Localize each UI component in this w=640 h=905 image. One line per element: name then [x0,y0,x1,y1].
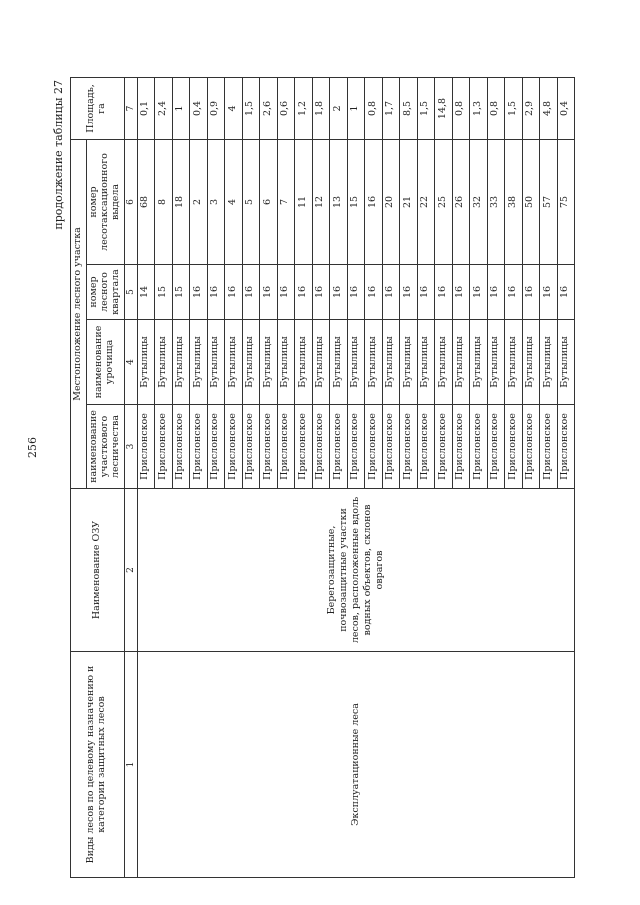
area-cell: 1,7 [382,77,400,139]
allotment-cell: 15 [347,139,365,264]
tract-cell: Бутылицы [557,320,575,405]
allotment-cell: 22 [417,139,435,264]
quarter-cell: 16 [557,265,575,320]
forestry-unit-cell: Прислонское [207,405,225,489]
area-cell: 14,8 [435,77,453,139]
area-cell: 2,9 [522,77,540,139]
allotment-cell: 13 [330,139,348,264]
tract-cell: Бутылицы [190,320,208,405]
allotment-cell: 25 [435,139,453,264]
area-cell: 0,8 [487,77,505,139]
column-number-row [124,77,137,877]
forestry-unit-cell: Прислонское [190,405,208,489]
quarter-cell: 16 [260,265,278,320]
ozu-name-cell: Берегозащитные, почвозащитные участки лесов, расположенные вдоль водных объектов, склонов оврагов [137,489,575,652]
area-cell: 0,1 [137,77,155,139]
column-number: 2 [124,489,137,652]
quarter-cell: 16 [277,265,295,320]
allotment-cell: 32 [470,139,488,264]
forestry-unit-cell: Прислонское [505,405,523,489]
tract-cell: Бутылицы [400,320,418,405]
forestry-unit-cell: Прислонское [260,405,278,489]
forestry-unit-cell: Прислонское [330,405,348,489]
forestry-unit-cell: Прислонское [137,405,155,489]
allotment-cell: 4 [225,139,243,264]
allotment-cell: 50 [522,139,540,264]
tract-cell: Бутылицы [347,320,365,405]
header-location-group: Местоположение лесного участка [71,139,87,488]
forestry-unit-cell: Прислонское [540,405,558,489]
area-cell: 8,5 [400,77,418,139]
tract-cell: Бутылицы [260,320,278,405]
allotment-cell: 33 [487,139,505,264]
quarter-cell: 16 [487,265,505,320]
forestry-unit-cell: Прислонское [295,405,313,489]
area-cell: 2,6 [260,77,278,139]
tract-cell: Бутылицы [452,320,470,405]
page-number: 256 [26,437,39,458]
area-cell: 0,9 [207,77,225,139]
tract-cell: Бутылицы [155,320,173,405]
area-cell: 1 [172,77,190,139]
forestry-unit-cell: Прислонское [400,405,418,489]
header-tract: наименование урочища [86,320,124,405]
allotment-cell: 8 [155,139,173,264]
allotment-cell: 26 [452,139,470,264]
allotment-cell: 57 [540,139,558,264]
forestry-unit-cell: Прислонское [557,405,575,489]
allotment-cell: 68 [137,139,155,264]
forest-type-cell: Эксплуатационные леса [137,652,575,878]
quarter-cell: 16 [295,265,313,320]
tract-cell: Бутылицы [505,320,523,405]
quarter-cell: 16 [312,265,330,320]
area-cell: 0,6 [277,77,295,139]
quarter-cell: 16 [522,265,540,320]
tract-cell: Бутылицы [487,320,505,405]
forestry-unit-cell: Прислонское [347,405,365,489]
quarter-cell: 16 [382,265,400,320]
header-forest-types: Виды лесов по целевому назначению и категории защитных лесов [71,652,125,878]
allotment-cell: 5 [242,139,260,264]
quarter-cell: 16 [400,265,418,320]
tract-cell: Бутылицы [435,320,453,405]
tract-cell: Бутылицы [365,320,383,405]
allotment-cell: 38 [505,139,523,264]
header-ozu-name: Наименование ОЗУ [71,489,125,652]
forestry-unit-cell: Прислонское [452,405,470,489]
tract-cell: Бутылицы [540,320,558,405]
header-forestry-unit: наименование участкового лесничества [86,405,124,489]
tract-cell: Бутылицы [382,320,400,405]
column-number: 4 [124,320,137,405]
tract-cell: Бутылицы [242,320,260,405]
forestry-unit-cell: Прислонское [435,405,453,489]
area-cell: 1,3 [470,77,488,139]
quarter-cell: 16 [540,265,558,320]
forestry-unit-cell: Прислонское [155,405,173,489]
area-cell: 0,4 [190,77,208,139]
quarter-cell: 16 [207,265,225,320]
tract-cell: Бутылицы [312,320,330,405]
forestry-unit-cell: Прислонское [277,405,295,489]
area-cell: 4 [225,77,243,139]
area-cell: 0,4 [557,77,575,139]
rotated-page [52,78,578,878]
forestry-unit-cell: Прислонское [225,405,243,489]
quarter-cell: 16 [225,265,243,320]
forestry-unit-cell: Прислонское [522,405,540,489]
forestry-unit-cell: Прислонское [365,405,383,489]
tract-cell: Бутылицы [137,320,155,405]
quarter-cell: 16 [365,265,383,320]
forestry-unit-cell: Прислонское [172,405,190,489]
allotment-cell: 75 [557,139,575,264]
allotment-cell: 21 [400,139,418,264]
header-row-top [71,77,87,877]
tract-cell: Бутылицы [330,320,348,405]
allotment-cell: 6 [260,139,278,264]
column-number: 1 [124,652,137,878]
tract-cell: Бутылицы [277,320,295,405]
allotment-cell: 2 [190,139,208,264]
allotment-cell: 18 [172,139,190,264]
area-cell: 1,5 [242,77,260,139]
header-allotment: номер лесотаксационного выдела [86,139,124,264]
forest-table [70,77,575,878]
forestry-unit-cell: Прислонское [417,405,435,489]
quarter-cell: 16 [435,265,453,320]
table-continued-label: продолжение таблицы 27 [52,80,65,230]
forestry-unit-cell: Прислонское [312,405,330,489]
column-number: 5 [124,265,137,320]
area-cell: 1,2 [295,77,313,139]
allotment-cell: 11 [295,139,313,264]
column-number: 6 [124,139,137,264]
area-cell: 2 [330,77,348,139]
area-cell: 1,5 [417,77,435,139]
quarter-cell: 16 [242,265,260,320]
area-cell: 4,8 [540,77,558,139]
allotment-cell: 16 [365,139,383,264]
quarter-cell: 16 [417,265,435,320]
tract-cell: Бутылицы [207,320,225,405]
tract-cell: Бутылицы [417,320,435,405]
quarter-cell: 16 [347,265,365,320]
allotment-cell: 7 [277,139,295,264]
quarter-cell: 15 [155,265,173,320]
tract-cell: Бутылицы [225,320,243,405]
forestry-unit-cell: Прислонское [382,405,400,489]
column-number: 7 [124,77,137,139]
quarter-cell: 14 [137,265,155,320]
table-body [137,77,575,877]
quarter-cell: 16 [470,265,488,320]
area-cell: 1,8 [312,77,330,139]
area-cell: 1 [347,77,365,139]
quarter-cell: 15 [172,265,190,320]
column-number: 3 [124,405,137,489]
tract-cell: Бутылицы [522,320,540,405]
quarter-cell: 16 [505,265,523,320]
tract-cell: Бутылицы [172,320,190,405]
header-area: Площадь, га [71,77,125,139]
quarter-cell: 16 [190,265,208,320]
allotment-cell: 12 [312,139,330,264]
forestry-unit-cell: Прислонское [470,405,488,489]
area-cell: 1,5 [505,77,523,139]
header-quarter: номер лесного квартала [86,265,124,320]
forestry-unit-cell: Прислонское [242,405,260,489]
area-cell: 0,8 [452,77,470,139]
tract-cell: Бутылицы [470,320,488,405]
quarter-cell: 16 [452,265,470,320]
table-row [137,77,155,877]
allotment-cell: 20 [382,139,400,264]
quarter-cell: 16 [330,265,348,320]
tract-cell: Бутылицы [295,320,313,405]
allotment-cell: 3 [207,139,225,264]
forestry-unit-cell: Прислонское [487,405,505,489]
area-cell: 2,4 [155,77,173,139]
area-cell: 0,8 [365,77,383,139]
